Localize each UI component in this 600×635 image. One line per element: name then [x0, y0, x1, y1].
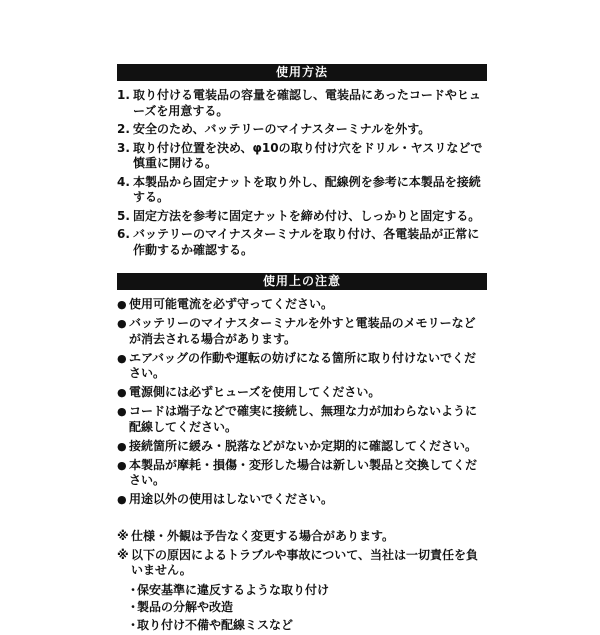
usage-steps-list [117, 88, 487, 258]
cause-item [117, 583, 487, 599]
bullet-icon: ● [117, 351, 127, 365]
cause-dot: ・ [127, 582, 140, 597]
bullet-icon: ● [117, 405, 127, 418]
caution-text: 使用可能電流を必ず守ってください。 [129, 297, 334, 311]
bullet-icon: ● [117, 298, 127, 311]
cause-text: 取り付け不備や配線ミスなど [137, 617, 294, 632]
usage-step [117, 141, 487, 172]
caution-text: 本製品が摩耗・損傷・変形した場合は新しい製品と交換してください。 [129, 457, 478, 487]
caution-item [117, 458, 487, 489]
caution-text: 接続箇所に緩み・脱落などがないか定期的に確認してください。 [129, 438, 478, 453]
caution-text: バッテリーのマイナスターミナルを外すと電装品のメモリーなどが消去される場合があります。 [129, 316, 476, 346]
note-text: 仕様・外観は予告なく変更する場合があります。 [131, 529, 395, 543]
step-text: 安全のため、バッテリーのマイナスターミナルを外す。 [133, 122, 431, 136]
cause-text: 保安基準に違反するような取り付け [137, 582, 330, 597]
note-item [117, 529, 487, 545]
step-text: 取り付ける電装品の容量を確認し、電装品にあったコードやヒューズを用意する。 [133, 88, 481, 118]
note-mark: ※ [117, 529, 129, 543]
cautions-section-title: 使用上の注意 [117, 273, 487, 290]
step-number: 3. [117, 140, 130, 155]
usage-section-title: 使用方法 [117, 64, 487, 81]
usage-step [117, 209, 487, 225]
caution-item [117, 492, 487, 508]
caution-text: コードは端子などで確実に接続し、無理な力が加わらないように配線してください。 [129, 404, 478, 434]
usage-step [117, 88, 487, 119]
cause-text: 製品の分解や改造 [137, 600, 234, 614]
step-number: 4. [117, 174, 130, 189]
bullet-icon: ● [117, 386, 127, 399]
caution-text: 電源側には必ずヒューズを使用してください。 [129, 385, 381, 399]
bullet-icon: ● [117, 458, 127, 472]
bullet-icon: ● [117, 317, 127, 330]
usage-step [117, 227, 487, 258]
caution-item [117, 404, 487, 435]
caution-item [117, 439, 487, 455]
notes-list [117, 529, 487, 579]
step-text: 本製品から固定ナットを取り外し、配線例を参考に本製品を接続する。 [133, 174, 481, 204]
caution-text: 用途以外の使用はしないでください。 [129, 492, 334, 506]
caution-item [117, 316, 487, 347]
step-text: 固定方法を参考に固定ナットを締め付け、しっかりと固定する。 [133, 208, 481, 223]
caution-text: エアバッグの作動や運転の妨げになる箇所に取り付けないでください。 [129, 350, 477, 380]
cause-item [117, 600, 487, 616]
step-number: 5. [117, 208, 130, 223]
instruction-sheet [117, 64, 487, 635]
causes-list [117, 583, 487, 634]
bullet-icon: ● [117, 439, 127, 453]
usage-step [117, 175, 487, 206]
note-mark: ※ [117, 547, 129, 562]
cause-dot: ・ [127, 600, 140, 614]
note-text: 以下の原因によるトラブルや事故について、当社は一切責任を負いません。 [131, 547, 479, 577]
cautions-list [117, 297, 487, 508]
cause-dot: ・ [127, 617, 140, 632]
caution-item [117, 385, 487, 401]
step-text: バッテリーのマイナスターミナルを取り付け、各電装品が正常に作動するか確認する。 [133, 227, 480, 257]
step-number: 2. [117, 122, 130, 136]
caution-item [117, 297, 487, 313]
caution-item [117, 351, 487, 382]
note-item [117, 548, 487, 579]
step-text: 取り付け位置を決め、φ10の取り付け穴をドリル・ヤスリなどで慎重に開ける。 [133, 140, 483, 170]
usage-step [117, 122, 487, 138]
cause-item [117, 618, 487, 634]
step-number: 1. [117, 88, 130, 102]
bullet-icon: ● [117, 493, 127, 506]
step-number: 6. [117, 227, 130, 241]
